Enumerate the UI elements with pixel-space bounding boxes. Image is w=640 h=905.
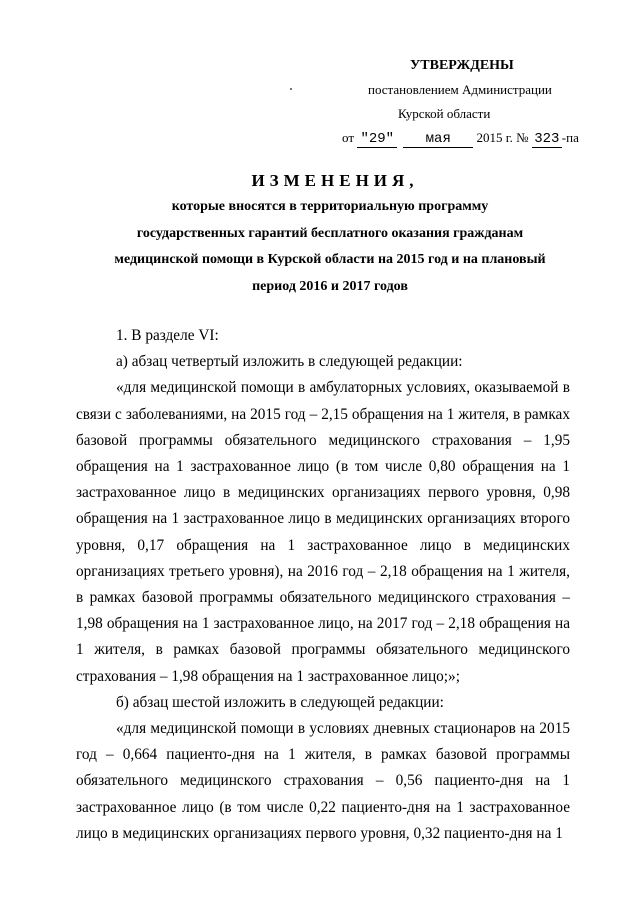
approval-block	[330, 54, 590, 150]
date-month: мая	[403, 131, 473, 148]
paragraph-day-hospital: «для медицинской помощи в условиях дневных стационаров на 2015 год – 0,664 пациенто-дня на 1 жителя, в рамках базовой программы обязательного медицинского страхования – 0,56 пациенто-дня на 1 застрахованное лицо (в том числе 0,22 пациенто-дня на 1 застрахованное лицо в медицинских организациях первого уровня, 0,32 пациенто-дня на 1	[76, 720, 570, 842]
decree-number: 323	[532, 131, 562, 148]
heading-line-3: медицинской помощи в Курской области на 2015 год и на плановый	[114, 252, 546, 267]
heading-line-2: государственных гарантий бесплатного оказания гражданам	[136, 225, 524, 241]
heading-line-1: которые вносятся в территориальную программу	[171, 199, 489, 214]
approval-region: Курской области	[398, 106, 491, 121]
document-body	[76, 323, 570, 847]
date-day: "29"	[357, 131, 397, 148]
document-title: ИЗМЕНЕНИЯ,	[251, 171, 419, 190]
approval-authority: постановлением Администрации	[368, 82, 552, 97]
subitem-b: б) абзац шестой изложить в следующей редакции:	[116, 693, 444, 711]
date-prefix: от	[342, 130, 355, 145]
section-item-1: 1. В разделе VI:	[116, 327, 219, 344]
approval-date-line	[330, 126, 590, 150]
date-year: 2015 г. №	[476, 130, 529, 145]
subitem-a: а) абзац четвертый изложить в следующей редакции:	[116, 353, 463, 371]
decree-suffix: -па	[561, 130, 579, 145]
paragraph-ambulatory: «для медицинской помощи в амбулаторных условиях, оказываемой в связи с заболеваниями, на 2015 год – 2,15 обращения на 1 жителя, в рамках базовой программы обязательного медицинского страхования – 1,95 обращения на 1 застрахованное лицо (в том числе 0,80 обращения на 1 застрахованное лицо в медицинских организациях первого уровня, 0,98 обращения на 1 застрахованное лицо в медицинских организациях второго уровня, 0,17 обращения на 1 застрахованное лицо в медицинских организациях третьего уровня), на 2016 год – 2,18 обращения на 1 жителя, в рамках базовой программы обязательного медицинского страхования – 1,98 обращения на 1 застрахованное лицо, на 2017 год – 2,18 обращения на 1 жителя, в рамках базовой программы обязательного медицинского страхования – 1,98 обращения на 1 застрахованное лицо;»;	[76, 379, 570, 685]
scan-speck	[290, 88, 292, 90]
approval-title: УТВЕРЖДЕНЫ	[410, 58, 514, 73]
heading-line-4: период 2016 и 2017 годов	[252, 278, 408, 294]
document-heading	[60, 168, 600, 300]
